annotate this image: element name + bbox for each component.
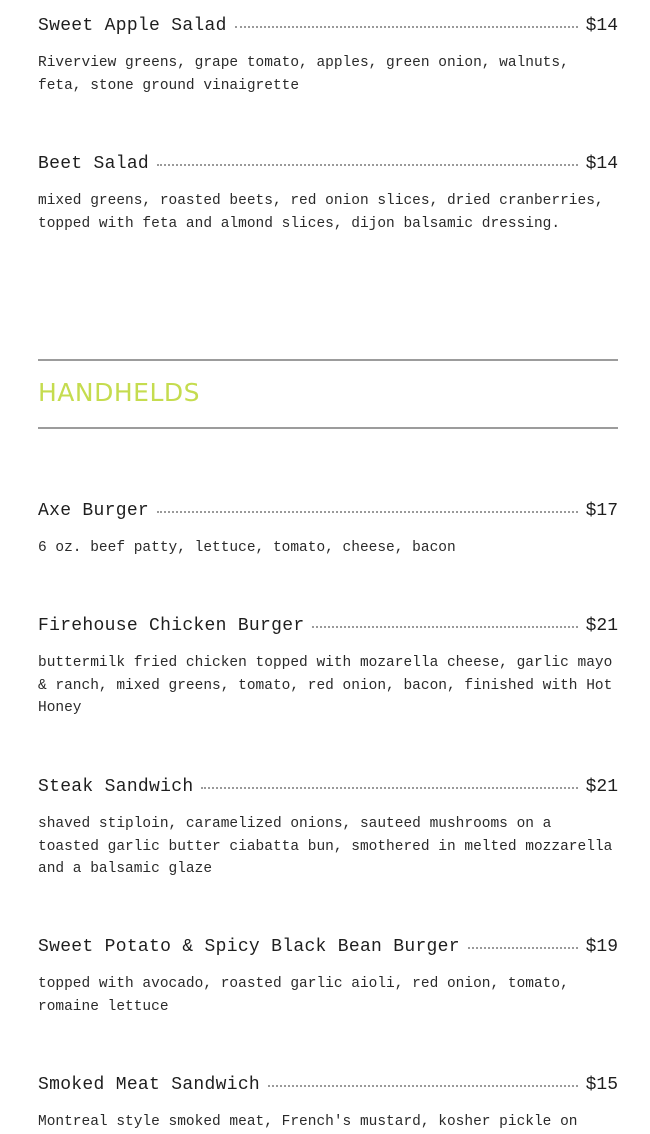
dotted-leader (268, 1085, 578, 1087)
item-name: Sweet Potato & Spicy Black Bean Burger (38, 937, 460, 957)
menu-item-steak-sandwich (38, 777, 618, 881)
menu-item-axe-burger (38, 501, 618, 560)
item-header (38, 616, 618, 640)
item-name: Beet Salad (38, 154, 150, 174)
item-description: topped with avocado, roasted garlic aioli, red onion, tomato, romaine lettuce (38, 976, 569, 1015)
item-description: Montreal style smoked meat, French's mustard, kosher pickle on (38, 1114, 578, 1130)
item-price: $19 (585, 937, 618, 957)
dotted-leader (468, 947, 578, 949)
section-divider-bottom (38, 427, 618, 429)
item-price: $21 (585, 616, 618, 636)
item-name: Smoked Meat Sandwich (38, 1075, 261, 1095)
item-header (38, 937, 618, 961)
menu-item-firehouse-chicken-burger (38, 616, 618, 720)
item-price: $14 (585, 154, 618, 174)
section-title-handhelds: HANDHELDS (38, 378, 200, 407)
item-header (38, 154, 618, 178)
menu-item-beet-salad (38, 154, 618, 235)
dotted-leader (201, 787, 577, 789)
menu-item-sweet-potato-black-bean-burger (38, 937, 618, 1018)
item-name: Axe Burger (38, 501, 150, 521)
item-header (38, 777, 618, 801)
dotted-leader (157, 164, 578, 166)
item-description: shaved stiploin, caramelized onions, sauteed mushrooms on a toasted garlic butter ciabatta bun, smothered in melted mozzarella and a balsamic glaze (38, 816, 613, 877)
item-header (38, 501, 618, 525)
item-price: $14 (585, 16, 618, 36)
item-price: $21 (585, 777, 618, 797)
menu-item-smoked-meat-sandwich (38, 1075, 618, 1134)
item-header (38, 1075, 618, 1099)
item-name: Steak Sandwich (38, 777, 194, 797)
dotted-leader (235, 26, 578, 28)
section-divider-top (38, 359, 618, 361)
item-description: buttermilk fried chicken topped with mozarella cheese, garlic mayo & ranch, mixed greens, tomato, red onion, bacon, finished with Hot Honey (38, 655, 613, 716)
dotted-leader (157, 511, 578, 513)
menu-item-sweet-apple-salad (38, 16, 618, 97)
dotted-leader (312, 626, 577, 628)
item-name: Sweet Apple Salad (38, 16, 227, 36)
item-description: Riverview greens, grape tomato, apples, green onion, walnuts, feta, stone ground vinaigrette (38, 55, 569, 94)
item-price: $17 (585, 501, 618, 521)
item-header (38, 16, 618, 40)
item-description: 6 oz. beef patty, lettuce, tomato, cheese, bacon (38, 540, 456, 556)
item-price: $15 (585, 1075, 618, 1095)
item-description: mixed greens, roasted beets, red onion slices, dried cranberries, topped with feta and almond slices, dijon balsamic dressing. (38, 193, 604, 232)
item-name: Firehouse Chicken Burger (38, 616, 305, 636)
